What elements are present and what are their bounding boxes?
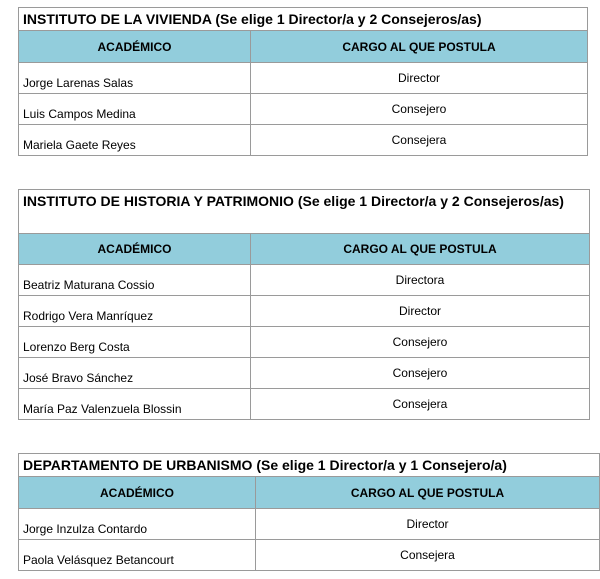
section-title: DEPARTAMENTO DE URBANISMO (Se elige 1 Director/a y 1 Consejero/a): [19, 454, 600, 477]
column-header-role: CARGO AL QUE POSTULA: [251, 31, 588, 63]
section-departamento-urbanismo: [18, 453, 599, 571]
candidate-name: Paola Velásquez Betancourt: [19, 540, 256, 571]
table-row: [19, 63, 588, 94]
candidate-role: Consejera: [251, 389, 590, 420]
table-row: [19, 296, 590, 327]
candidate-name: Luis Campos Medina: [19, 94, 251, 125]
column-header-academic: ACADÉMICO: [19, 477, 256, 509]
candidate-role: Consejera: [256, 540, 600, 571]
candidates-table: [18, 7, 588, 156]
candidate-role: Consejero: [251, 94, 588, 125]
candidate-name: José Bravo Sánchez: [19, 358, 251, 389]
candidate-name: Beatriz Maturana Cossio: [19, 265, 251, 296]
column-header-role: CARGO AL QUE POSTULA: [256, 477, 600, 509]
table-row: [19, 540, 600, 571]
candidate-name: Lorenzo Berg Costa: [19, 327, 251, 358]
table-row: [19, 358, 590, 389]
candidate-role: Director: [256, 509, 600, 540]
candidate-name: Jorge Larenas Salas: [19, 63, 251, 94]
candidate-role: Consejero: [251, 358, 590, 389]
candidate-role: Director: [251, 63, 588, 94]
table-row: [19, 509, 600, 540]
section-title: INSTITUTO DE LA VIVIENDA (Se elige 1 Director/a y 2 Consejeros/as): [19, 8, 588, 31]
candidate-name: Rodrigo Vera Manríquez: [19, 296, 251, 327]
column-header-role: CARGO AL QUE POSTULA: [251, 234, 590, 265]
column-header-academic: ACADÉMICO: [19, 31, 251, 63]
section-instituto-historia-patrimonio: [18, 189, 589, 420]
column-header-academic: ACADÉMICO: [19, 234, 251, 265]
candidate-name: María Paz Valenzuela Blossin: [19, 389, 251, 420]
candidates-table: [18, 189, 590, 420]
candidate-role: Consejero: [251, 327, 590, 358]
table-row: [19, 265, 590, 296]
candidate-role: Consejera: [251, 125, 588, 156]
candidate-role: Director: [251, 296, 590, 327]
table-row: [19, 94, 588, 125]
candidate-name: Jorge Inzulza Contardo: [19, 509, 256, 540]
candidate-name: Mariela Gaete Reyes: [19, 125, 251, 156]
table-row: [19, 389, 590, 420]
table-row: [19, 125, 588, 156]
candidate-role: Directora: [251, 265, 590, 296]
section-title: INSTITUTO DE HISTORIA Y PATRIMONIO (Se elige 1 Director/a y 2 Consejeros/as): [19, 190, 590, 234]
section-instituto-vivienda: [18, 7, 587, 156]
table-row: [19, 327, 590, 358]
candidates-table: [18, 453, 600, 571]
